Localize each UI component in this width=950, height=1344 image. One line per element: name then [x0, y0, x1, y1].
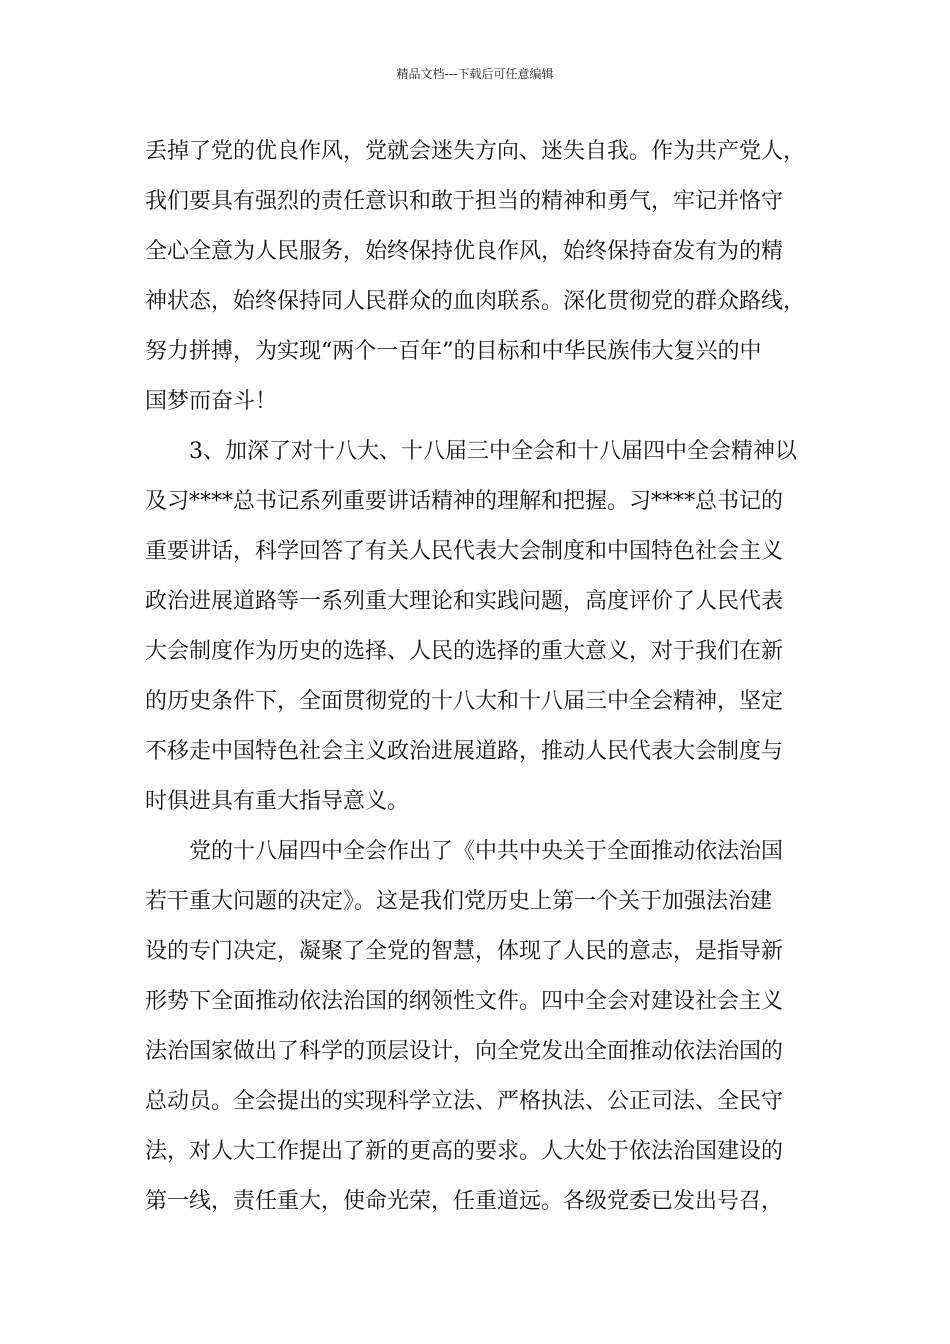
- text-line: 法，对人大工作提出了新的更高的要求。人大处于依法治国建设的: [145, 1139, 784, 1164]
- text-line: 时俱进具有重大指导意义。: [145, 789, 410, 814]
- text-line: 的历史条件下，全面贯彻党的十八大和十八届三中全会精神，坚定: [145, 689, 784, 714]
- text-line: 政治进展道路等一系列重大理论和实践问题，高度评价了人民代表: [145, 589, 784, 614]
- text-line: 全心全意为人民服务，始终保持优良作风，始终保持奋发有为的精: [145, 239, 784, 264]
- text-line: 若干重大问题的决定》。这是我们党历史上第一个关于加强法治建: [145, 889, 773, 914]
- text-line: 法治国家做出了科学的顶层设计，向全党发出全面推动依法治国的: [145, 1039, 784, 1064]
- paragraph-3: [145, 827, 825, 1227]
- text-line: 我们要具有强烈的责任意识和敢于担当的精神和勇气，牢记并恪守: [145, 189, 784, 214]
- text-line: 国梦而奋斗！: [145, 389, 278, 414]
- text-line: 3、加深了对十八大、十八届三中全会和十八届四中全会精神以: [189, 439, 797, 464]
- paragraph-2: [145, 427, 825, 827]
- text-line: 党的十八届四中全会作出了《中共中央关于全面推动依法治国: [189, 839, 784, 864]
- page-header: 精品文档---下载后可任意编辑: [396, 67, 554, 81]
- text-line: 丢掉了党的优良作风，党就会迷失方向、迷失自我。作为共产党人，: [145, 139, 806, 164]
- text-line: 努力拼搏，为实现“两个一百年”的目标和中华民族伟大复兴的中: [145, 339, 762, 364]
- text-line: 不移走中国特色社会主义政治进展道路，推动人民代表大会制度与: [145, 739, 784, 764]
- text-line: 总动员。全会提出的实现科学立法、严格执法、公正司法、全民守: [145, 1089, 784, 1114]
- text-line: 形势下全面推动依法治国的纲领性文件。四中全会对建设社会主义: [145, 989, 784, 1014]
- text-line: 设的专门决定，凝聚了全党的智慧，体现了人民的意志，是指导新: [145, 939, 784, 964]
- text-line: 第一线，责任重大，使命光荣，任重道远。各级党委已发出号召，: [145, 1189, 784, 1214]
- text-line: 神状态，始终保持同人民群众的血肉联系。深化贯彻党的群众路线，: [145, 289, 806, 314]
- text-line: 重要讲话，科学回答了有关人民代表大会制度和中国特色社会主义: [145, 539, 784, 564]
- text-line: 大会制度作为历史的选择、人民的选择的重大意义，对于我们在新: [145, 639, 784, 664]
- document-body: [145, 127, 825, 1227]
- paragraph-1: [145, 127, 825, 427]
- text-line: 及习****总书记系列重要讲话精神的理解和把握。习****总书记的: [145, 489, 784, 514]
